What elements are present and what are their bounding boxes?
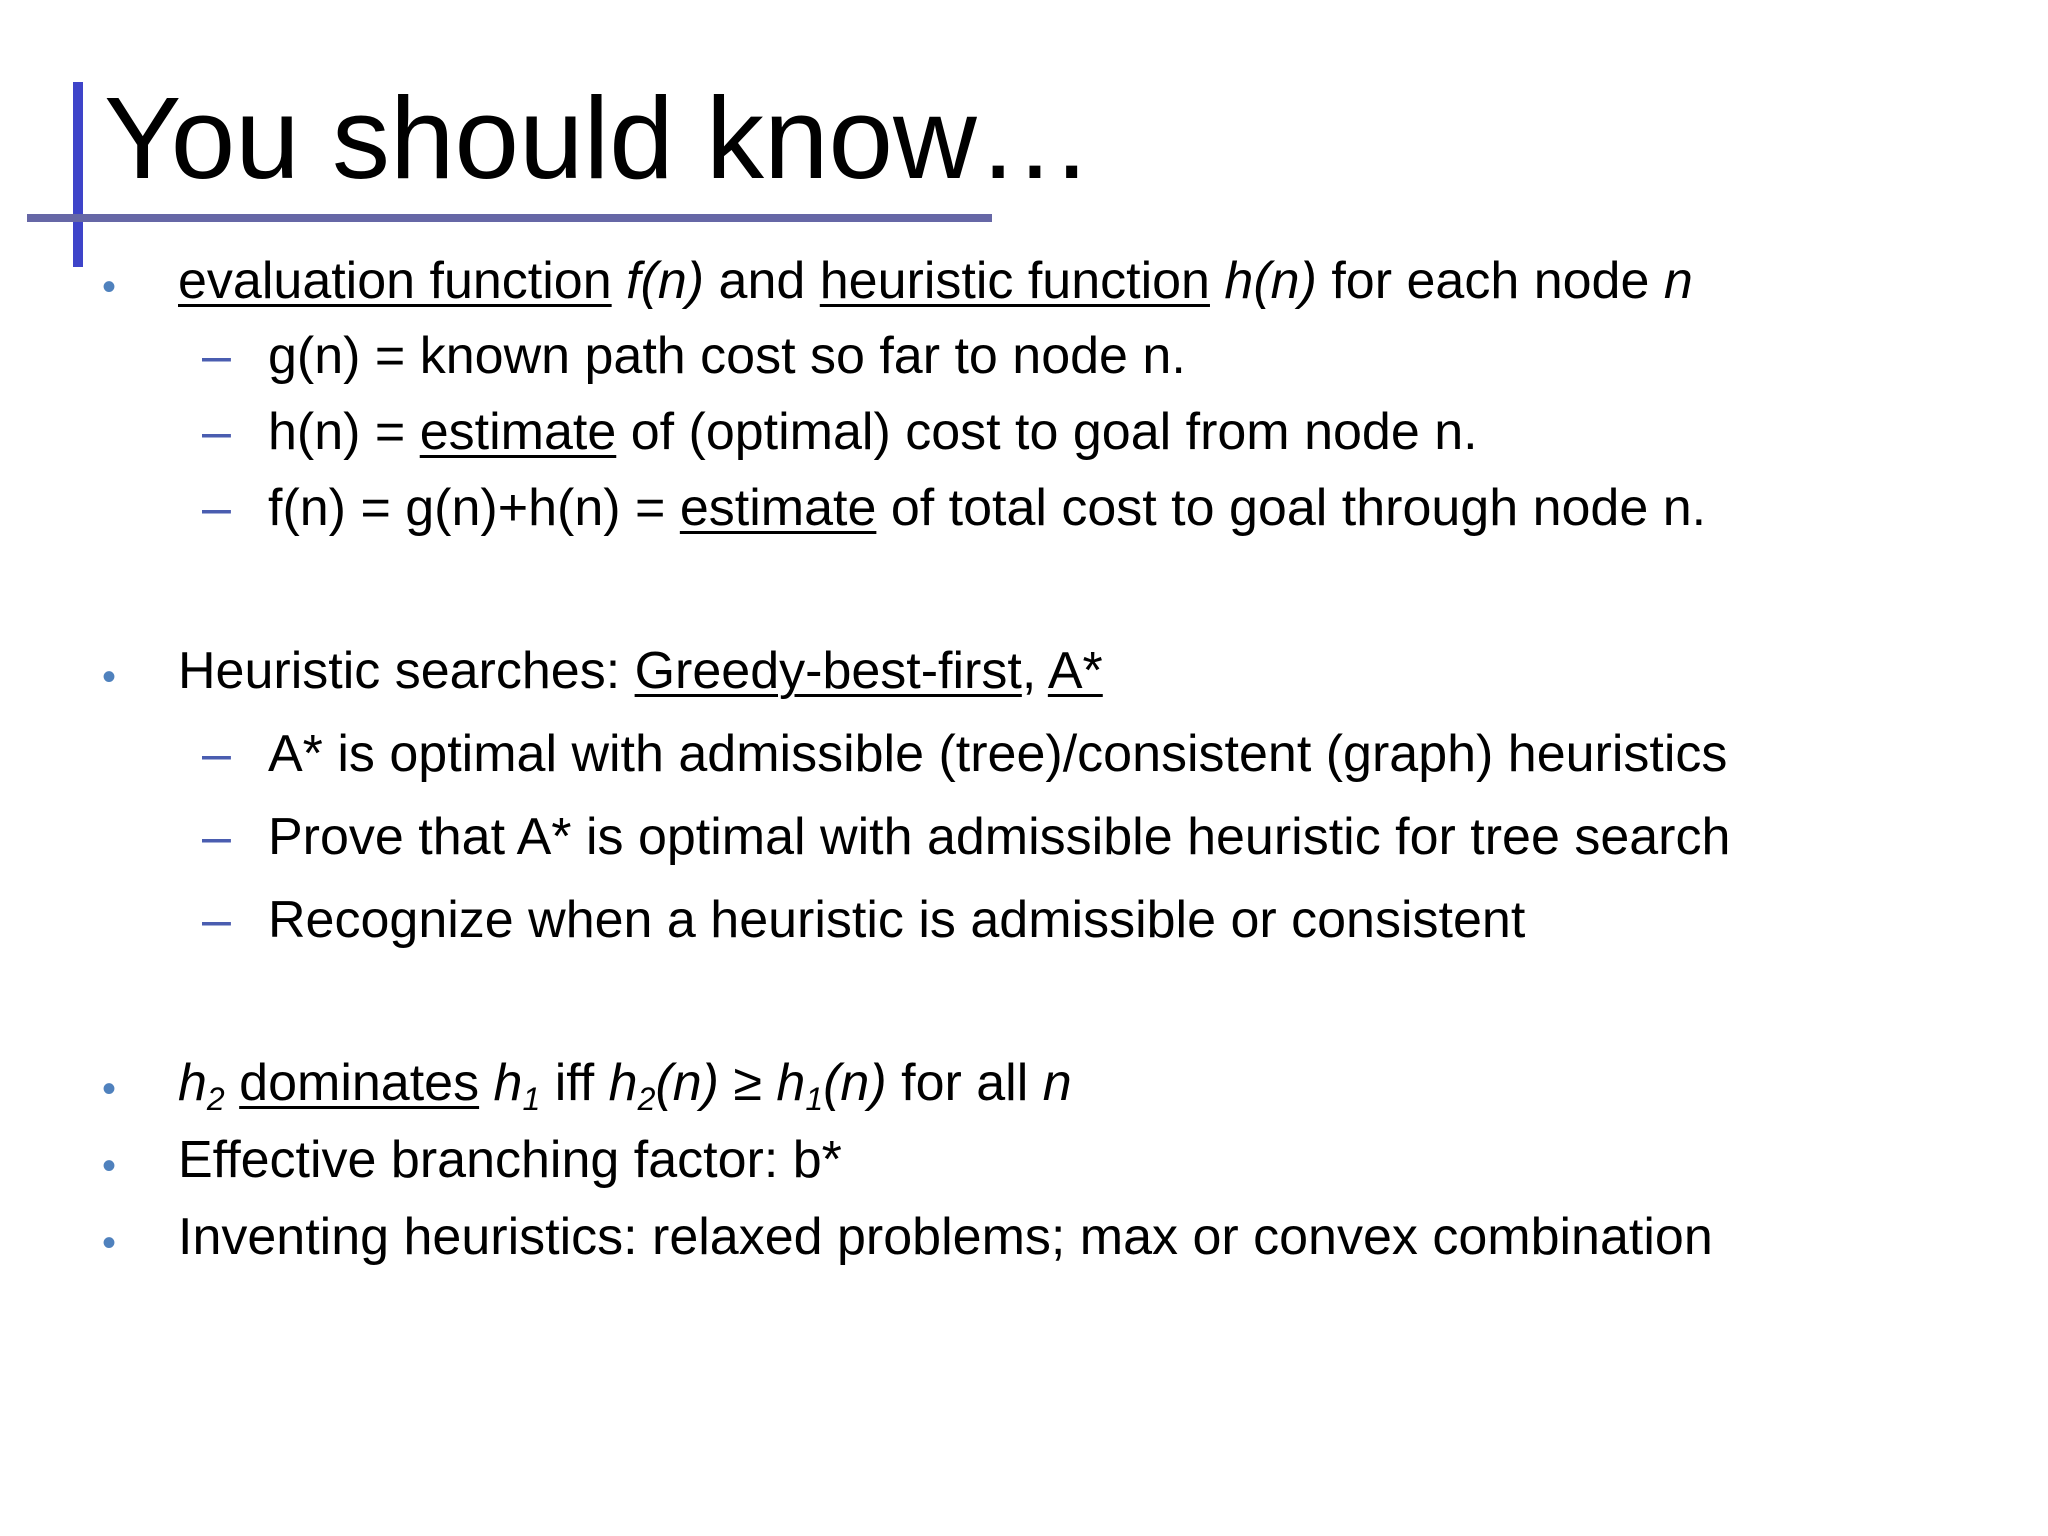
- symbol-h: h: [608, 1054, 638, 1112]
- bullet-dot: •: [102, 1067, 117, 1111]
- text-n-geq: (n) ≥: [655, 1054, 777, 1112]
- sub-item-text-pre: f(n) = g(n)+h(n) =: [268, 479, 680, 537]
- sub-item-text-pre: h(n) =: [268, 403, 420, 461]
- bullet-dominates: [102, 1054, 1072, 1117]
- bullet-branching-factor: [102, 1131, 842, 1191]
- term-estimate: estimate: [679, 479, 877, 537]
- title-accent-underline: [27, 214, 992, 222]
- sub-dash: –: [202, 808, 231, 866]
- bullet-text: Inventing heuristics: relaxed problems; max or convex combination: [178, 1208, 1713, 1266]
- sub-item-f-n: [202, 479, 1707, 539]
- text-heuristic-searches: Heuristic searches:: [178, 642, 635, 700]
- sub-item-g-n: [202, 327, 1186, 387]
- term-n: n: [1042, 1054, 1072, 1112]
- symbol-h: h: [493, 1054, 523, 1112]
- text-n-close: (n): [823, 1054, 887, 1112]
- term-dominates: dominates: [239, 1054, 480, 1112]
- sub-dash: –: [202, 891, 231, 949]
- text-for-all: for all: [886, 1054, 1043, 1112]
- space: [225, 1054, 239, 1112]
- sub-item-text-post: of total cost to goal through node n.: [876, 479, 1707, 537]
- term-greedy-best-first: Greedy-best-first: [634, 642, 1022, 700]
- space: [1210, 252, 1224, 310]
- subscript-2: 2: [637, 1081, 656, 1117]
- space: [479, 1054, 493, 1112]
- sub-item-h-n: [202, 403, 1478, 463]
- term-a-star: A*: [1047, 642, 1103, 700]
- sub-dash: –: [202, 403, 231, 461]
- sub-item-text: A* is optimal with admissible (tree)/consistent (graph) heuristics: [268, 725, 1728, 783]
- text-and: and: [704, 252, 820, 310]
- subscript-2: 2: [206, 1081, 225, 1117]
- title-accent-vertical-bar: [73, 82, 83, 267]
- symbol-h: h: [776, 1054, 806, 1112]
- symbol-h: h: [178, 1054, 207, 1112]
- text-iff: iff: [540, 1054, 609, 1112]
- bullet-inventing-heuristics: [102, 1208, 1713, 1268]
- slide-title: You should know…: [104, 73, 1093, 203]
- bullet-heuristic-searches: [102, 642, 1103, 702]
- sub-item-text-post: of (optimal) cost to goal from node n.: [616, 403, 1478, 461]
- sub-item-text: g(n) = known path cost so far to node n.: [268, 327, 1186, 385]
- subscript-1: 1: [522, 1081, 541, 1117]
- term-heuristic-function: heuristic function: [819, 252, 1210, 310]
- term-evaluation-function: evaluation function: [178, 252, 612, 310]
- bullet-dot: •: [102, 1221, 117, 1265]
- bullet-evaluation-function: [102, 252, 1693, 312]
- space: [612, 252, 626, 310]
- bullet-dot: •: [102, 1144, 117, 1188]
- subscript-1: 1: [805, 1081, 824, 1117]
- bullet-text: Effective branching factor: b*: [178, 1131, 842, 1189]
- term-estimate: estimate: [419, 403, 617, 461]
- text-comma: ,: [1021, 642, 1048, 700]
- bullet-dot: •: [102, 655, 117, 699]
- term-f-n: f(n): [626, 252, 705, 310]
- sub-item-text: Prove that A* is optimal with admissible heuristic for tree search: [268, 808, 1731, 866]
- term-n: n: [1663, 252, 1693, 310]
- bullet-dot: •: [102, 265, 117, 309]
- sub-item-prove-a-star: [202, 808, 1731, 868]
- sub-item-text: Recognize when a heuristic is admissible or consistent: [268, 891, 1526, 949]
- sub-dash: –: [202, 725, 231, 783]
- sub-item-a-star-optimal: [202, 725, 1728, 785]
- sub-dash: –: [202, 479, 231, 537]
- term-h-n: h(n): [1224, 252, 1317, 310]
- sub-item-recognize: [202, 891, 1526, 951]
- text-for-each-node: for each node: [1316, 252, 1664, 310]
- sub-dash: –: [202, 327, 231, 385]
